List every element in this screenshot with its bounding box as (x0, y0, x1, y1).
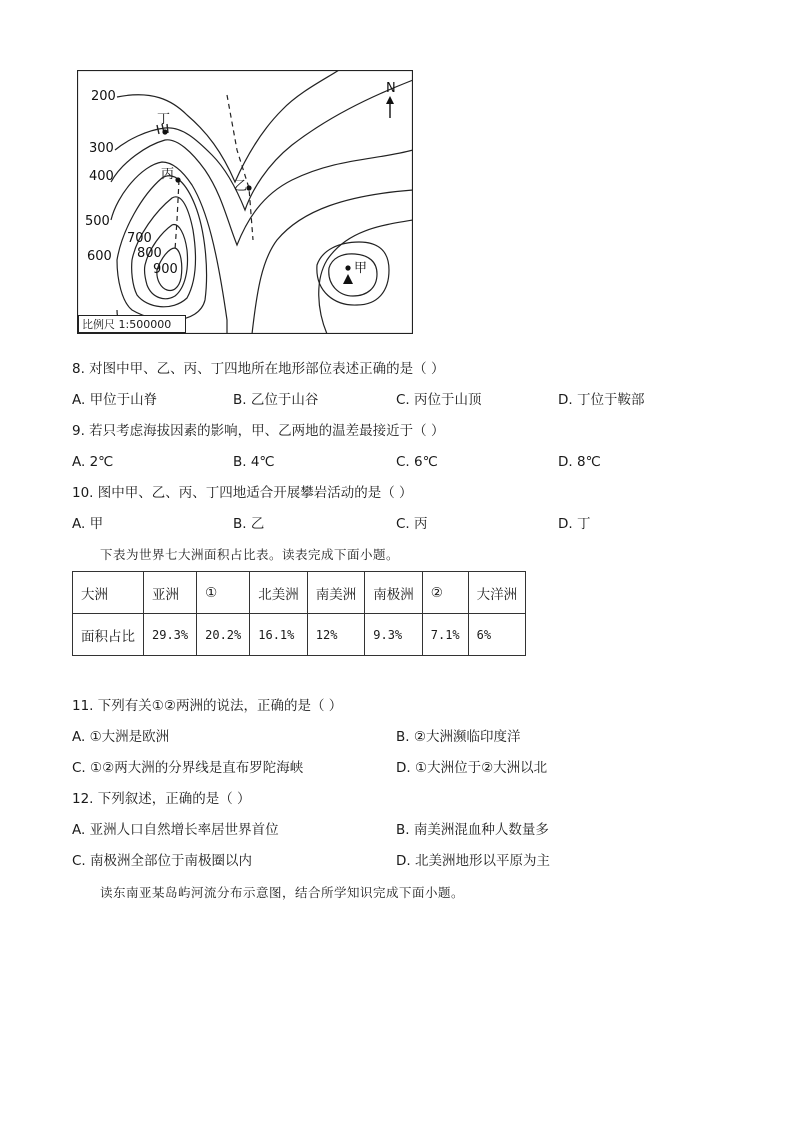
question-12-option-a[interactable]: A. 亚洲人口自然增长率居世界首位 (72, 822, 279, 838)
contour-label-200: 200 (91, 89, 116, 104)
north-label: N (386, 81, 396, 96)
table-cell: 6% (468, 614, 526, 656)
table-header-cell: 大洋洲 (468, 572, 526, 614)
map-frame (78, 71, 413, 334)
question-10-option-d[interactable]: D. 丁 (558, 516, 591, 532)
label-ding: 丁 (157, 112, 171, 127)
contour-map-svg (77, 70, 413, 334)
question-11-stem: 11. 下列有关①②两洲的说法，正确的是（ ） (72, 698, 343, 714)
question-11-option-c[interactable]: C. ①②两大洲的分界线是直布罗陀海峡 (72, 760, 304, 776)
table-header-row (73, 572, 526, 614)
table-cell: 29.3% (144, 614, 197, 656)
contour-map (77, 70, 413, 334)
label-bing: 丙 (161, 167, 175, 182)
question-11-option-a[interactable]: A. ①大洲是欧洲 (72, 729, 170, 745)
question-9-option-c[interactable]: C. 6℃ (396, 454, 438, 470)
table-header-cell: ② (422, 572, 468, 614)
question-9-option-b[interactable]: B. 4℃ (233, 454, 275, 470)
table-cell: 9.3% (365, 614, 423, 656)
table-row (73, 614, 526, 656)
question-8-stem: 8. 对图中甲、乙、丙、丁四地所在地形部位表述正确的是（ ） (72, 361, 445, 377)
question-12-option-c[interactable]: C. 南极洲全部位于南极圈以内 (72, 853, 253, 869)
table-header-cell: 大洲 (73, 572, 144, 614)
point-yi (246, 185, 251, 190)
question-8-option-a[interactable]: A. 甲位于山脊 (72, 392, 158, 408)
question-11-option-b[interactable]: B. ②大洲濒临印度洋 (396, 729, 521, 745)
table-cell: 20.2% (197, 614, 250, 656)
table-header-cell: 亚洲 (144, 572, 197, 614)
island-intro: 读东南亚某岛屿河流分布示意图，结合所学知识完成下面小题。 (100, 885, 465, 900)
label-jia: 甲 (354, 261, 368, 276)
table-header-cell: 南美洲 (307, 572, 365, 614)
question-10-option-c[interactable]: C. 丙 (396, 516, 428, 532)
table-cell: 12% (307, 614, 365, 656)
question-12-option-b[interactable]: B. 南美洲混血种人数量多 (396, 822, 549, 838)
point-bing (175, 177, 180, 182)
question-8-option-c[interactable]: C. 丙位于山顶 (396, 392, 482, 408)
question-9-option-d[interactable]: D. 8℃ (558, 454, 601, 470)
table-cell: 面积占比 (73, 614, 144, 656)
contour-label-600: 600 (87, 249, 112, 264)
contour-label-300: 300 (89, 141, 114, 156)
point-ding (162, 129, 167, 134)
question-9-stem: 9. 若只考虑海拔因素的影响，甲、乙两地的温差最接近于（ ） (72, 423, 445, 439)
question-8-option-d[interactable]: D. 丁位于鞍部 (558, 392, 645, 408)
continent-area-table (72, 571, 526, 656)
table-header-cell: 南极洲 (365, 572, 423, 614)
table-cell: 7.1% (422, 614, 468, 656)
map-scale: 比例尺 1:500000 (78, 315, 186, 333)
question-10-stem: 10. 图中甲、乙、丙、丁四地适合开展攀岩活动的是（ ） (72, 485, 413, 501)
question-12-option-d[interactable]: D. 北美洲地形以平原为主 (396, 853, 550, 869)
contour-label-500: 500 (85, 214, 110, 229)
contour-label-400: 400 (89, 169, 114, 184)
question-10-option-b[interactable]: B. 乙 (233, 516, 265, 532)
question-11-option-d[interactable]: D. ①大洲位于②大洲以北 (396, 760, 548, 776)
contour-label-900: 900 (153, 262, 178, 277)
contour-label-700: 700 (127, 231, 152, 246)
table-header-cell: 北美洲 (250, 572, 308, 614)
table-cell: 16.1% (250, 614, 308, 656)
table-header-cell: ① (197, 572, 250, 614)
question-10-option-a[interactable]: A. 甲 (72, 516, 104, 532)
question-9-option-a[interactable]: A. 2℃ (72, 454, 114, 470)
table-intro: 下表为世界七大洲面积占比表。读表完成下面小题。 (100, 547, 400, 562)
question-8-option-b[interactable]: B. 乙位于山谷 (233, 392, 319, 408)
point-jia (345, 265, 350, 270)
contour-label-800: 800 (137, 246, 162, 261)
label-yi: 乙 (234, 179, 248, 194)
question-12-stem: 12. 下列叙述，正确的是（ ） (72, 791, 251, 807)
